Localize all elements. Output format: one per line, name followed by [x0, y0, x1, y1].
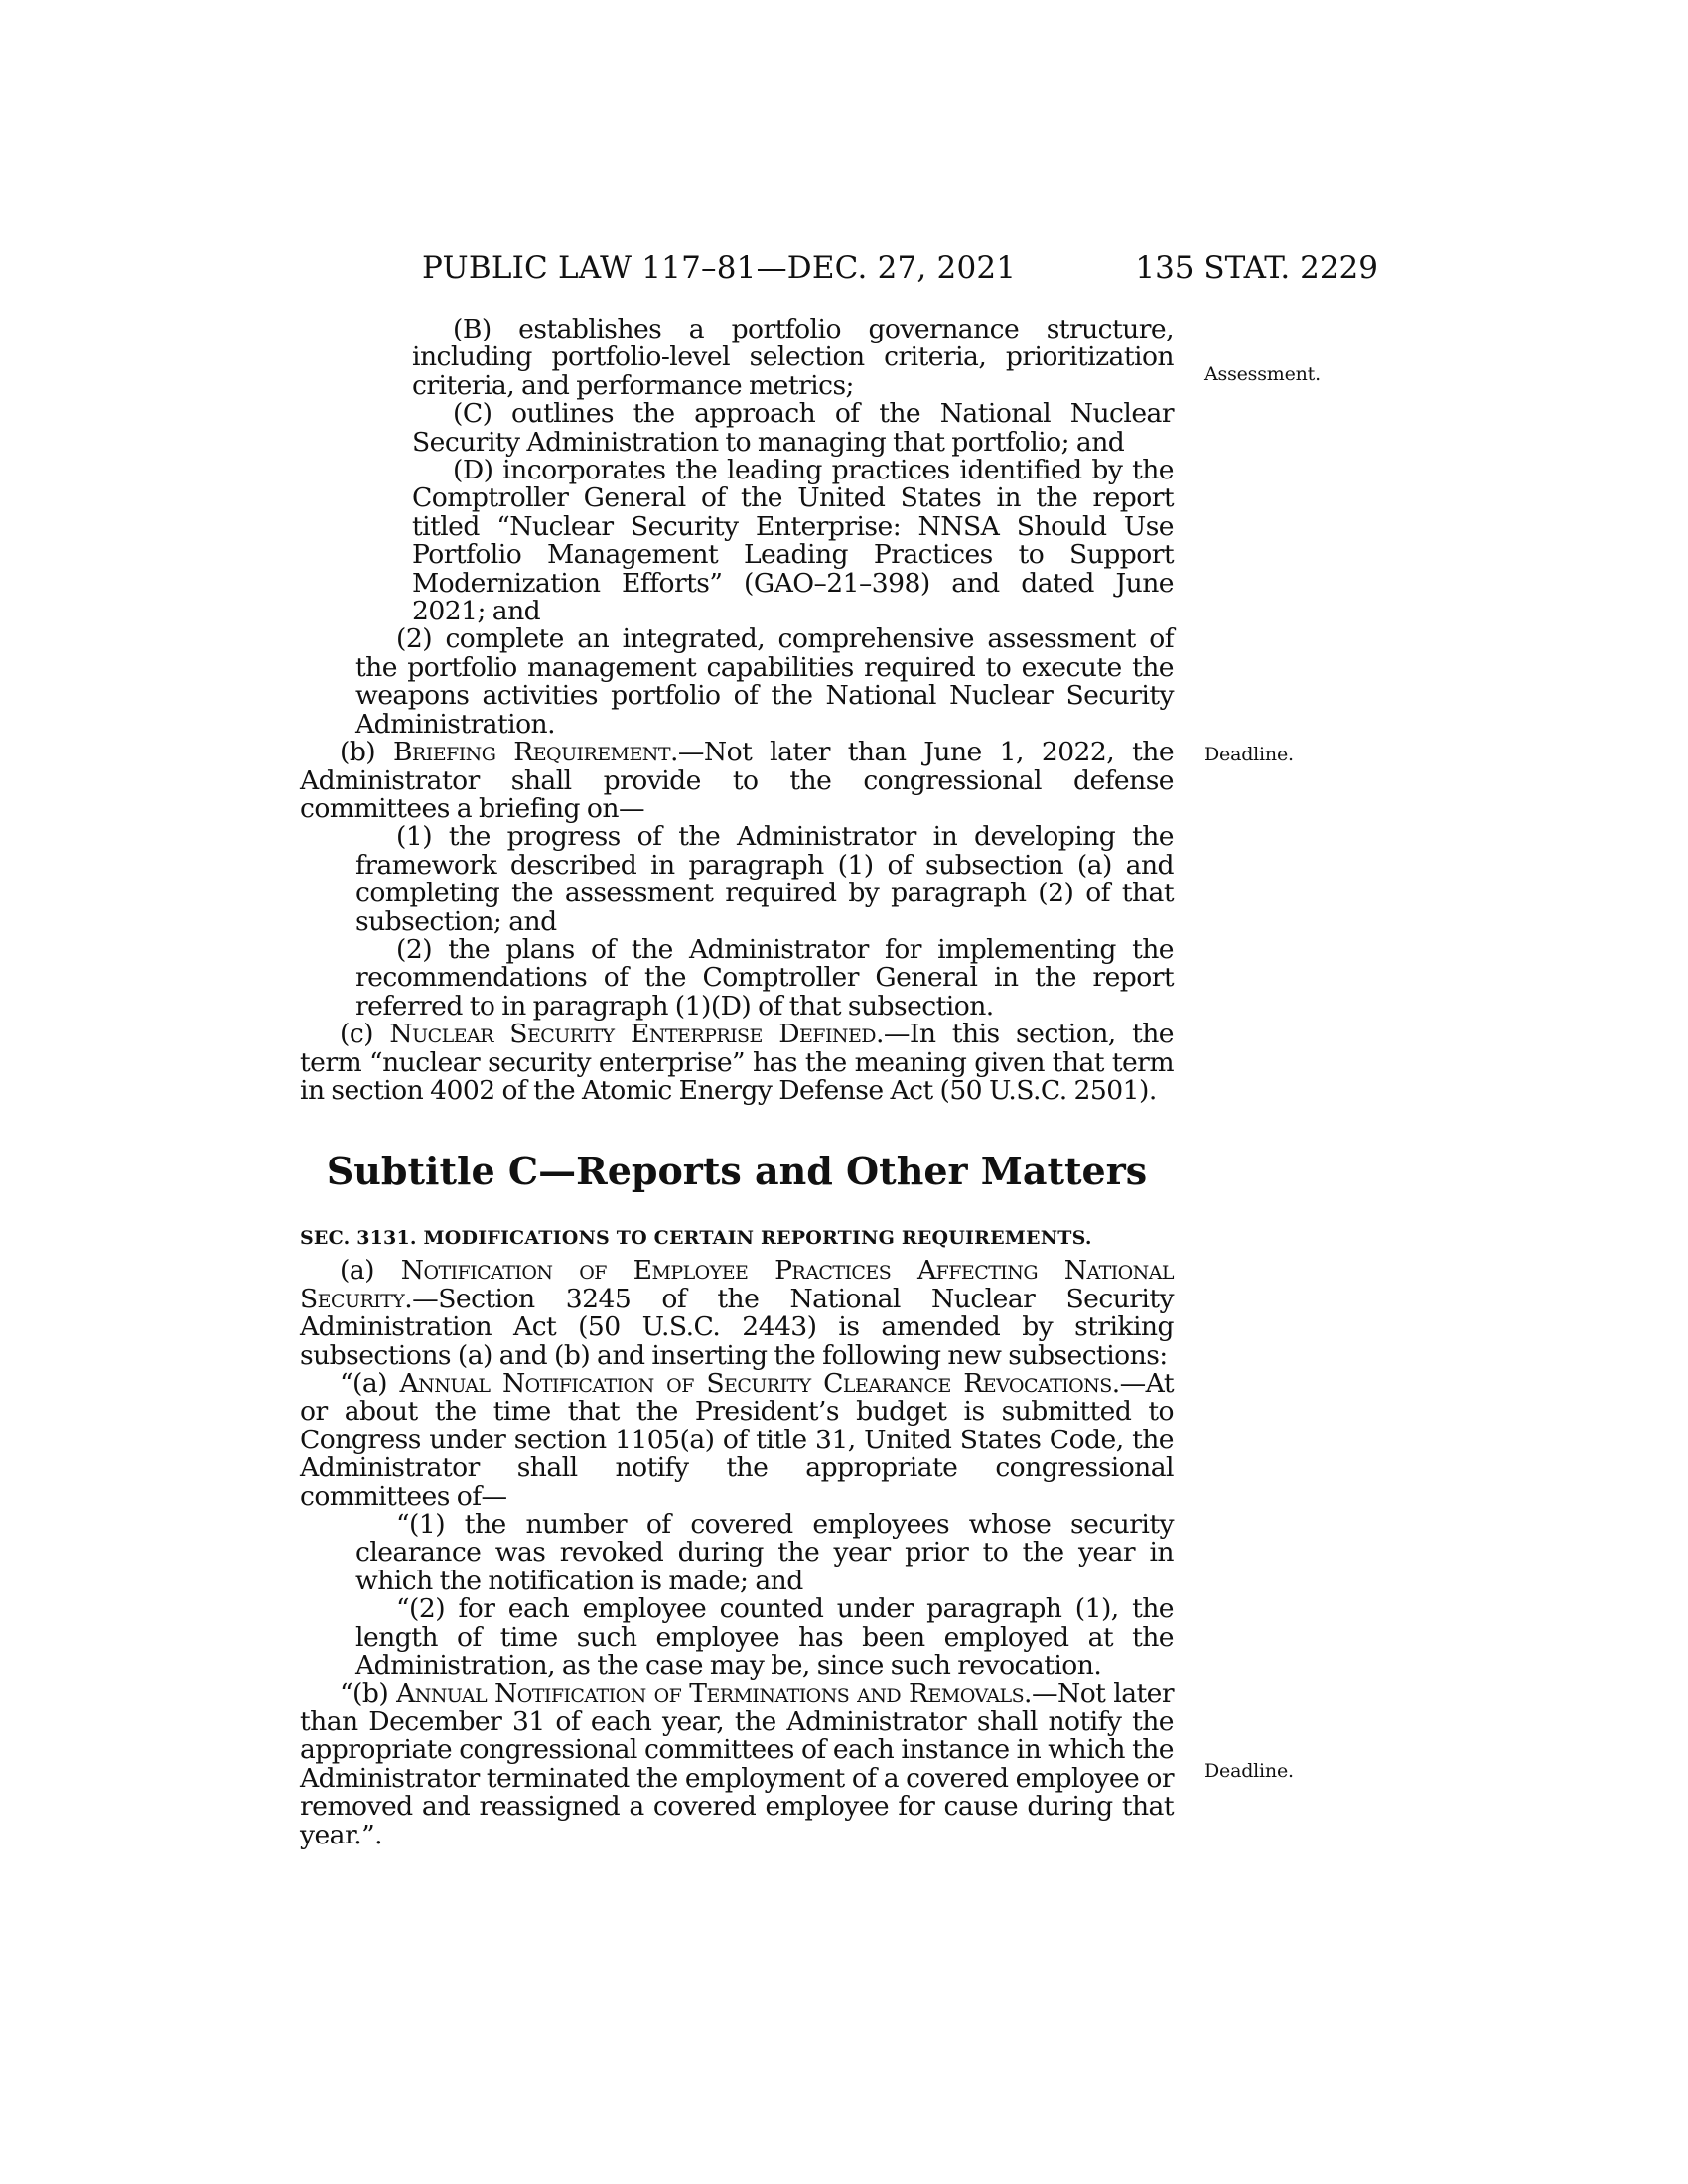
paragraph-1-d: (D) incorporates the leading practices identified by the Comptroller General of the United States in the report titled “Nuclear Security Enterprise: NNSA Should Use Portfolio Management Leading Practices to Support Modernization Efforts” (GAO–21–398) and dated June 2021; and	[412, 455, 1174, 627]
sec-subsection-a: (a) Notification of Employee Practices Affecting National Security.—Section 3245 of the National Nuclear Security Administration Act (50 U.S.C. 2443) is amended by striking subsections (a) and (b) and inserting the following new subsections:	[300, 1255, 1174, 1371]
subsection-c-heading: Nuclear Security Enterprise Defined.	[389, 1019, 884, 1050]
subsection-b-2: (2) the plans of the Administrator for implementing the recommendations of the Comptroller General in the report referred to in paragraph (1)(D) of that subsection.	[355, 933, 1174, 1022]
quoted-subsection-b: “(b) Annual Notification of Terminations and Removals.—Not later than December 31 of each year, the Administrator shall notify the appropriate congressional committees of each instance in which the Administrator terminated the employment of a covered employee or removed and reassigned a covered employee for cause during that year.”.	[300, 1678, 1174, 1850]
paragraph-1-b: (B) establishes a portfolio governance structure, including portfolio-level selection criteria, prioritization criteria, and performance metrics;	[412, 314, 1174, 401]
subsection-c: (c) Nuclear Security Enterprise Defined.—In this section, the term “nuclear security enterprise” has the meaning given that term in section 4002 of the Atomic Energy Defense Act (50 U.S.C. 2501).	[300, 1019, 1174, 1106]
document-body	[300, 316, 1174, 1849]
paragraph-2: (2) complete an integrated, comprehensive assessment of the portfolio management capabilities required to execute the weapons activities portfolio of the National Nuclear Security Administration.	[355, 623, 1174, 740]
subtitle-heading: Subtitle C—Reports and Other Matters	[326, 1149, 1148, 1194]
quoted-subsection-a-heading: Annual Notification of Security Clearance Revocations.	[399, 1368, 1120, 1399]
subsection-b-1: (1) the progress of the Administrator in developing the framework described in paragraph (1) of subsection (a) and completing the assessment required by paragraph (2) of that subsection; and	[355, 821, 1174, 937]
quoted-subsection-b-heading: Annual Notification of Terminations and Removals.	[396, 1678, 1032, 1709]
header-title: PUBLIC LAW 117–81—DEC. 27, 2021	[422, 250, 1017, 286]
margin-note-deadline-2: Deadline.	[1204, 1760, 1294, 1782]
header-page-number: 135 STAT. 2229	[1135, 250, 1378, 286]
running-header	[298, 250, 1378, 290]
margin-note-assessment: Assessment.	[1204, 363, 1321, 385]
subsection-b: (b) Briefing Requirement.—Not later than June 1, 2022, the Administrator shall provide to the congressional defense committees a briefing on—	[300, 737, 1175, 824]
quoted-paragraph-1: “(1) the number of covered employees whose security clearance was revoked during the year prior to the year in which the notification is made; and	[355, 1509, 1174, 1596]
subsection-b-heading: Briefing Requirement.	[393, 737, 678, 768]
margin-note-deadline-1: Deadline.	[1204, 744, 1294, 765]
quoted-subsection-a: “(a) Annual Notification of Security Clearance Revocations.—At or about the time that the President’s budget is submitted to Congress under section 1105(a) of title 31, United States Code, the Administrator shall notify the appropriate congressional committees of—	[300, 1368, 1174, 1512]
section-heading: SEC. 3131. MODIFICATIONS TO CERTAIN REPORTING REQUIREMENTS.	[300, 1227, 1092, 1250]
paragraph-1-c: (C) outlines the approach of the National Nuclear Security Administration to managing that portfolio; and	[412, 398, 1174, 458]
sec-subsection-a-heading: Notification of Employee Practices Affecting National Security.	[300, 1255, 1174, 1314]
quoted-paragraph-2: “(2) for each employee counted under paragraph (1), the length of time such employee has been employed at the Administration, as the case may be, since such revocation.	[355, 1593, 1174, 1682]
